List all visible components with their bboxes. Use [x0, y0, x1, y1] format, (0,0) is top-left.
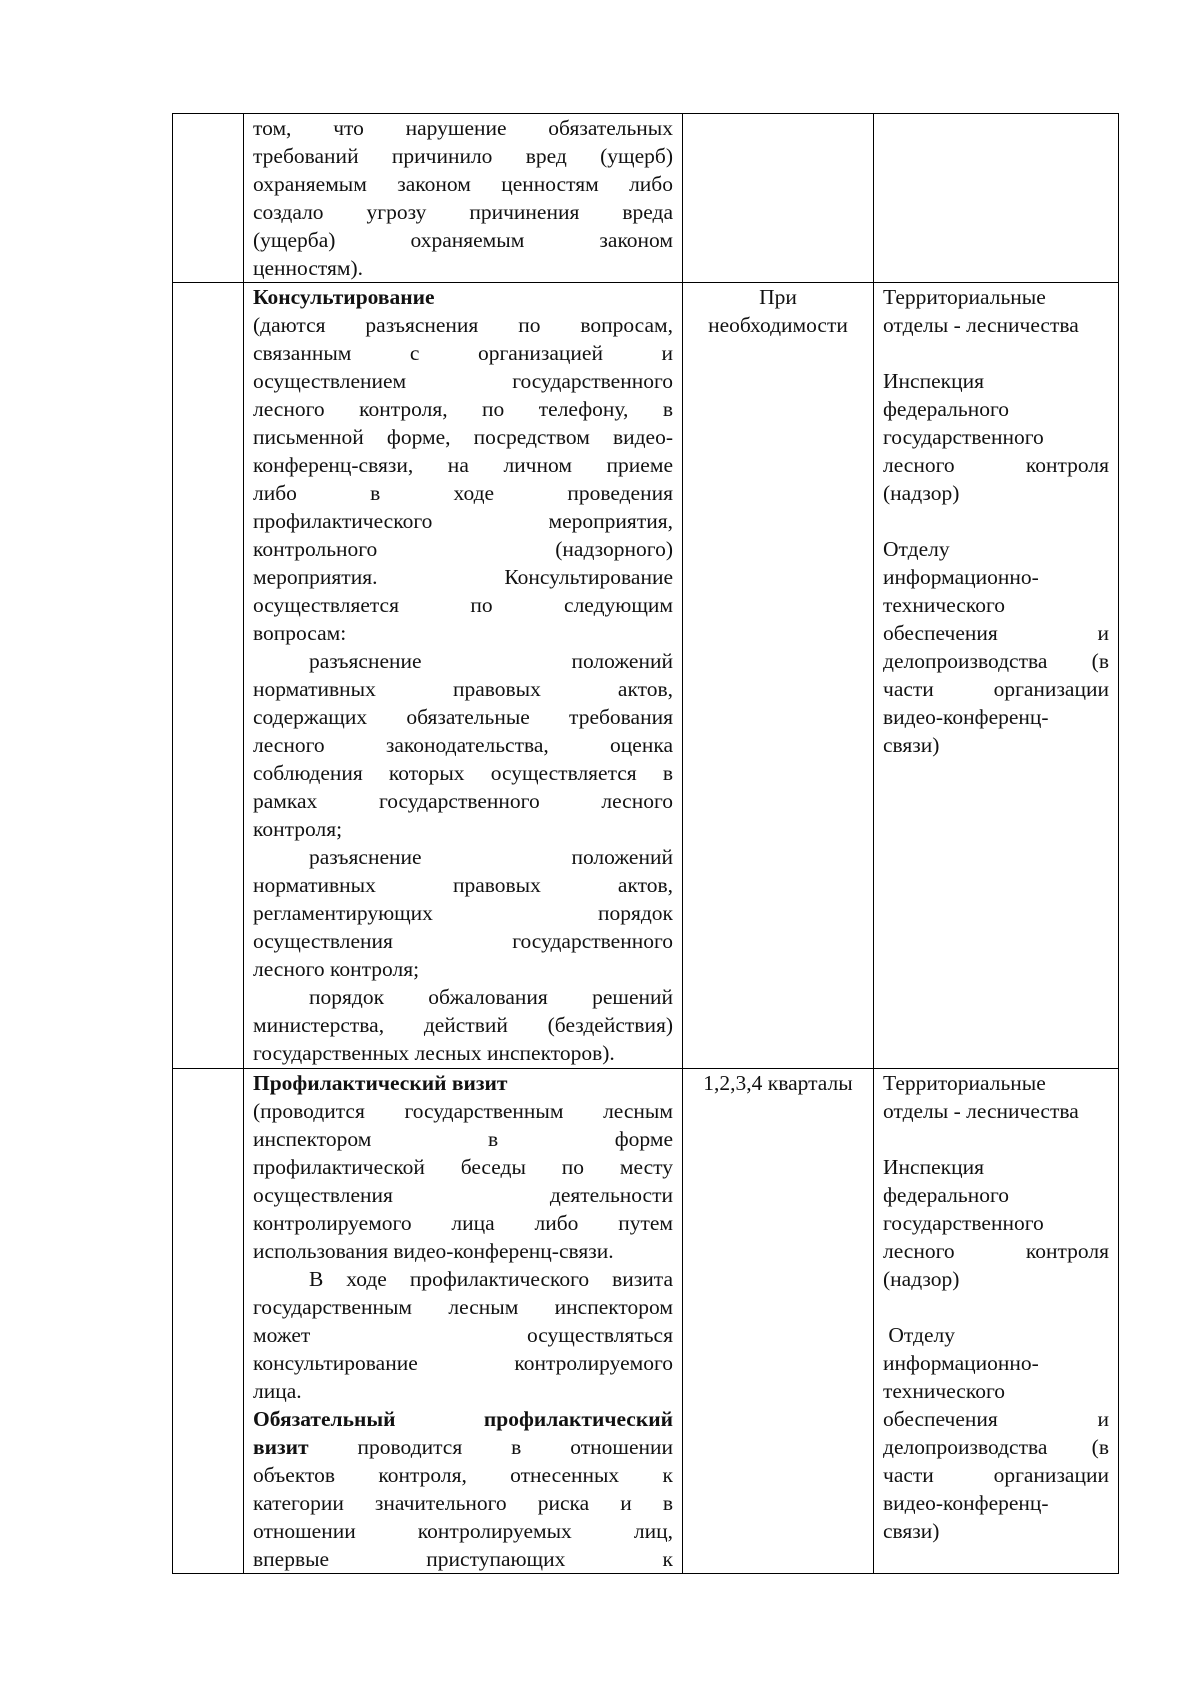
responsible-line: отделы - лесничества: [883, 313, 1079, 337]
text-line: регламентирующих порядок: [253, 901, 673, 925]
responsible-line: Территориальные: [883, 1071, 1046, 1095]
text-line: вопросам:: [253, 621, 347, 645]
responsible-line: видео-конференц-: [883, 1491, 1049, 1515]
table-row: [173, 283, 1119, 1069]
responsible-cell: [874, 114, 1119, 283]
responsible-cell: [874, 1069, 1119, 1574]
text-line: профилактической беседы по месту: [253, 1155, 673, 1179]
text-line: отношении контролируемых лиц,: [253, 1519, 673, 1543]
text-line: впервые приступающих к: [253, 1547, 673, 1571]
responsible-line: лесного контроля: [883, 1239, 1109, 1263]
text-line: (проводится государственным лесным: [253, 1099, 673, 1123]
number-cell: [173, 114, 244, 283]
text-line: порядок обжалования решений: [309, 985, 673, 1009]
responsible-line: Инспекция: [883, 369, 984, 393]
text-line: контроля;: [253, 817, 343, 841]
responsible-line: лесного контроля: [883, 453, 1109, 477]
text-line: либо в ходе проведения: [253, 481, 673, 505]
responsible-line: делопроизводства (в: [883, 649, 1109, 673]
text-line: контрольного (надзорного): [253, 537, 673, 561]
text-line: лесного контроля, по телефону, в: [253, 397, 673, 421]
responsible-line: Отделу: [883, 1323, 955, 1347]
responsible-line: технического: [883, 1379, 1005, 1403]
section-title: Профилактический визит: [253, 1071, 508, 1095]
text-line: государственных лесных инспекторов).: [253, 1041, 615, 1065]
text-line: В ходе профилактического визита: [309, 1267, 673, 1291]
text-line: контролируемого лица либо путем: [253, 1211, 673, 1235]
responsible-line: обеспечения и: [883, 621, 1109, 645]
text-line: нормативных правовых актов,: [253, 677, 673, 701]
text-fragment: проводится в отношении: [357, 1435, 674, 1459]
responsible-line: государственного: [883, 425, 1044, 449]
term-line: необходимости: [708, 313, 848, 337]
responsible-cell: [874, 283, 1119, 1069]
term-line: 1,2,3,4 кварталы: [703, 1071, 853, 1095]
text-line: письменной форме, посредством видео-: [253, 425, 673, 449]
term-line: При: [759, 285, 797, 309]
text-line: использования видео-конференц-связи.: [253, 1239, 614, 1263]
responsible-line: видео-конференц-: [883, 705, 1049, 729]
text-line: том, что нарушение обязательных: [253, 116, 673, 140]
description-cell: [244, 114, 683, 283]
responsible-line: Отделу: [883, 537, 950, 561]
text-line: министерства, действий (бездействия): [253, 1013, 673, 1037]
plan-table: [172, 113, 1119, 1574]
text-line: нормативных правовых актов,: [253, 873, 673, 897]
text-line: профилактического мероприятия,: [253, 509, 673, 533]
responsible-line: части организации: [883, 677, 1109, 701]
text-line: мероприятия. Консультирование: [253, 565, 673, 589]
text-line: разъяснение положений: [309, 845, 673, 869]
responsible-line: части организации: [883, 1463, 1109, 1487]
text-line: осуществлением государственного: [253, 369, 673, 393]
text-line-mixed: [253, 1433, 673, 1461]
text-line: связанным с организацией и: [253, 341, 673, 365]
responsible-line: федерального: [883, 1183, 1009, 1207]
responsible-line: связи): [883, 733, 940, 757]
text-line: ценностям).: [253, 256, 364, 280]
text-line: лица.: [253, 1379, 302, 1403]
description-cell: [244, 1069, 683, 1574]
text-line: осуществляется по следующим: [253, 593, 673, 617]
text-line: охраняемым законом ценностям либо: [253, 172, 673, 196]
responsible-line: (надзор): [883, 481, 960, 505]
text-line: (даются разъяснения по вопросам,: [253, 313, 673, 337]
responsible-line: Территориальные: [883, 285, 1046, 309]
text-line: может осуществляться: [253, 1323, 673, 1347]
responsible-line: информационно-: [883, 565, 1039, 589]
responsible-line: отделы - лесничества: [883, 1099, 1079, 1123]
text-line: объектов контроля, отнесенных к: [253, 1463, 673, 1487]
text-line: категории значительного риска и в: [253, 1491, 673, 1515]
number-cell: [173, 1069, 244, 1574]
bold-text-line: Обязательный профилактический: [253, 1407, 673, 1431]
section-title: Консультирование: [253, 285, 435, 309]
term-cell: [683, 1069, 874, 1574]
text-line: создало угрозу причинения вреда: [253, 200, 673, 224]
responsible-line: обеспечения и: [883, 1407, 1109, 1431]
text-line: разъяснение положений: [309, 649, 673, 673]
text-line: конференц-связи, на личном приеме: [253, 453, 673, 477]
responsible-line: федерального: [883, 397, 1009, 421]
responsible-line: Инспекция: [883, 1155, 984, 1179]
text-line: осуществления деятельности: [253, 1183, 673, 1207]
responsible-line: информационно-: [883, 1351, 1039, 1375]
number-cell: [173, 283, 244, 1069]
text-line: (ущерба) охраняемым законом: [253, 228, 673, 252]
text-line: содержащих обязательные требования: [253, 705, 673, 729]
table-row: [173, 1069, 1119, 1574]
responsible-line: технического: [883, 593, 1005, 617]
term-cell: [683, 114, 874, 283]
responsible-line: государственного: [883, 1211, 1044, 1235]
text-line: осуществления государственного: [253, 929, 673, 953]
text-line: рамках государственного лесного: [253, 789, 673, 813]
text-line: государственным лесным инспектором: [253, 1295, 673, 1319]
text-line: инспектором в форме: [253, 1127, 673, 1151]
description-cell: [244, 283, 683, 1069]
text-line: лесного законодательства, оценка: [253, 733, 673, 757]
responsible-line: (надзор): [883, 1267, 960, 1291]
text-line: соблюдения которых осуществляется в: [253, 761, 673, 785]
bold-word: визит: [253, 1435, 309, 1459]
text-line: консультирование контролируемого: [253, 1351, 673, 1375]
responsible-line: делопроизводства (в: [883, 1435, 1109, 1459]
text-line: требований причинило вред (ущерб): [253, 144, 673, 168]
term-cell: [683, 283, 874, 1069]
responsible-line: связи): [883, 1519, 940, 1543]
table-row: [173, 114, 1119, 283]
text-line: лесного контроля;: [253, 957, 420, 981]
